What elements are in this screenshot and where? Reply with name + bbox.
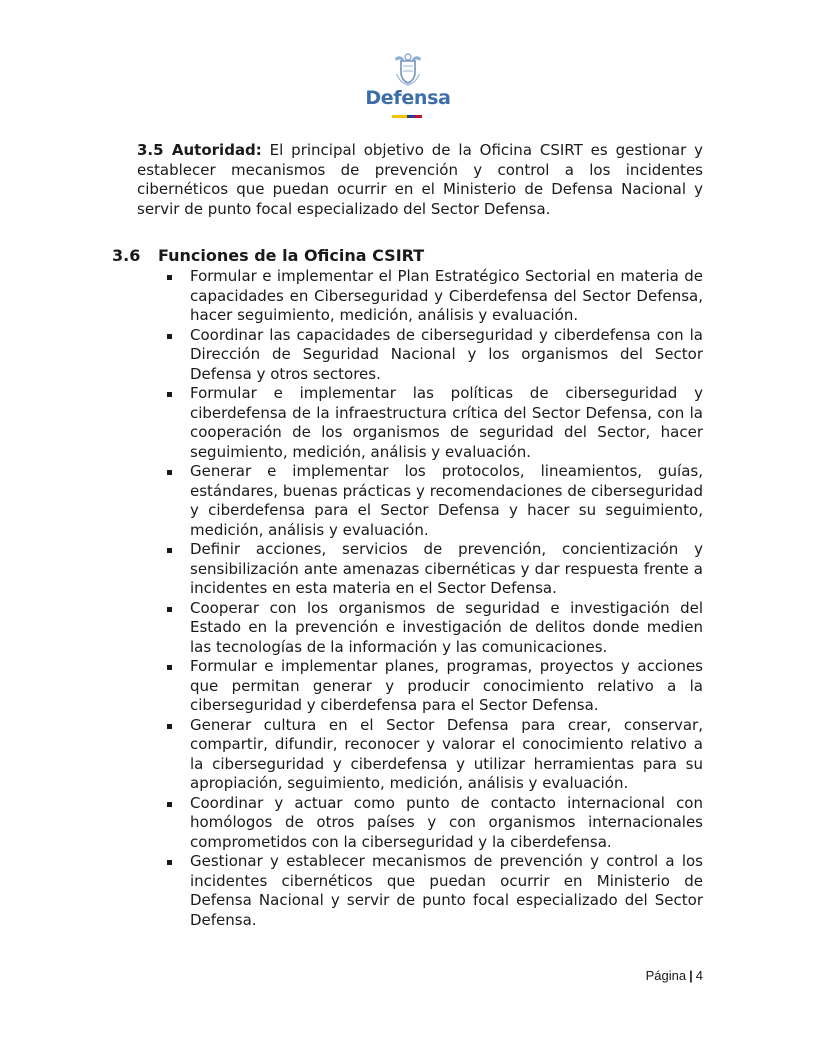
list-item: Cooperar con los organismos de seguridad e investigación del Estado en la prevención e investigación de delitos donde medien las tecnologías de la información y las comunicaciones. xyxy=(165,599,703,658)
flag-stripe xyxy=(392,115,422,118)
authority-label: 3.5 Autoridad: xyxy=(137,141,262,159)
flag-red xyxy=(415,115,422,118)
page-number: 4 xyxy=(695,968,703,983)
list-item: Generar cultura en el Sector Defensa para crear, conservar, compartir, difundir, reconocer y valorar el conocimiento relativo a la ciberseguridad y ciberdefensa y utilizar herramientas para su apropiación, seguimiento, medición, análisis y evaluación. xyxy=(165,716,703,794)
coat-of-arms-icon xyxy=(391,52,425,86)
list-item: Definir acciones, servicios de prevención, concientización y sensibilización ante amenazas cibernéticas y dar respuesta frente a incidentes en esta materia en el Sector Defensa. xyxy=(165,540,703,599)
logo-wordmark: Defensa xyxy=(365,87,451,109)
flag-blue xyxy=(407,115,415,118)
page-label: Página xyxy=(645,968,687,983)
page-separator: | xyxy=(689,968,693,983)
section-title: Funciones de la Oficina CSIRT xyxy=(158,246,425,265)
flag-yellow xyxy=(392,115,407,118)
list-item: Coordinar las capacidades de ciberseguridad y ciberdefensa con la Dirección de Seguridad Nacional y los organismos del Sector Defensa y otros sectores. xyxy=(165,326,703,385)
list-item: Coordinar y actuar como punto de contacto internacional con homólogos de otros países y con organismos internacionales comprometidos con la ciberseguridad y la ciberdefensa. xyxy=(165,794,703,853)
page-footer xyxy=(646,968,703,983)
section-heading xyxy=(112,246,712,266)
list-item: Formular e implementar las políticas de ciberseguridad y ciberdefensa de la infraestructura crítica del Sector Defensa, con la cooperación de los organismos de seguridad del Sector, hacer seguimiento, medición, análisis y evaluación. xyxy=(165,384,703,462)
list-item: Formular e implementar planes, programas, proyectos y acciones que permitan generar y producir conocimiento relativo a la ciberseguridad y ciberdefensa para el Sector Defensa. xyxy=(165,657,703,716)
authority-paragraph xyxy=(137,141,703,219)
authority-text: El principal objetivo de la Oficina CSIRT es gestionar y establecer mecanismos de prevención y control a los incidentes cibernéticos que puedan ocurrir en el Ministerio de Defensa Nacional y servir de punto focal especializado del Sector Defensa. xyxy=(137,141,703,218)
functions-list xyxy=(165,267,703,930)
list-item: Gestionar y establecer mecanismos de prevención y control a los incidentes cibernéticos que puedan ocurrir en Ministerio de Defensa Nacional y servir de punto focal especializado del Sector Defensa. xyxy=(165,852,703,930)
section-number: 3.6 xyxy=(112,246,141,265)
list-item: Generar e implementar los protocolos, lineamientos, guías, estándares, buenas prácticas y recomendaciones de ciberseguridad y ciberdefensa para el Sector Defensa y hacer su seguimiento, medición, análisis y evaluación. xyxy=(165,462,703,540)
list-item: Formular e implementar el Plan Estratégico Sectorial en materia de capacidades en Ciberseguridad y Ciberdefensa del Sector Defensa, hacer seguimiento, medición, análisis y evaluación. xyxy=(165,267,703,326)
defensa-logo xyxy=(358,52,458,122)
